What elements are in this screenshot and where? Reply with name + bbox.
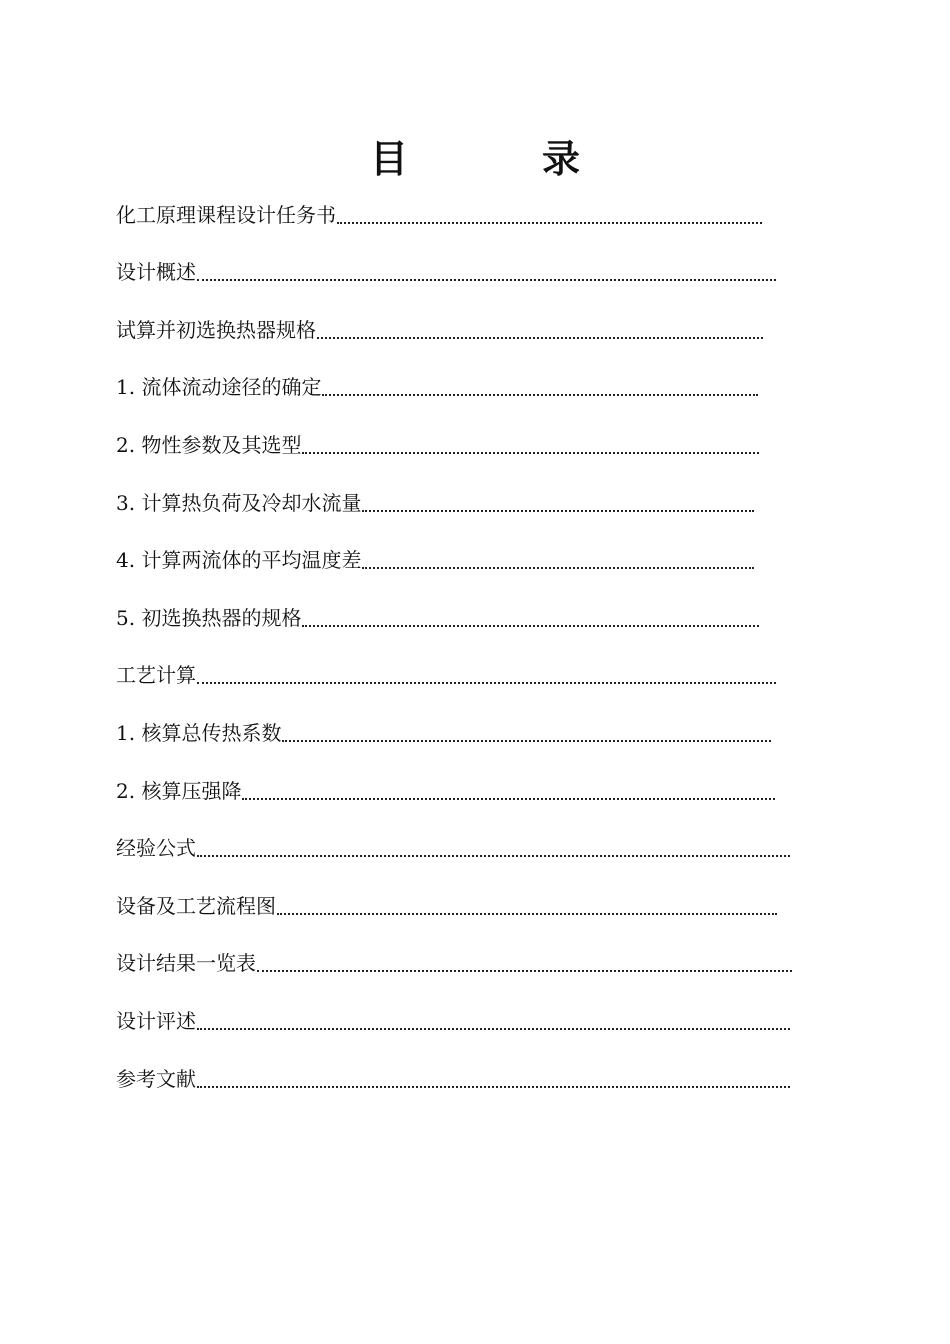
toc-entry-label: 化工原理课程设计任务书	[116, 202, 336, 227]
dot-leader	[322, 394, 758, 396]
toc-entry[interactable]	[116, 1060, 816, 1118]
dot-leader	[197, 1028, 790, 1030]
table-of-contents	[116, 196, 816, 1118]
toc-entry[interactable]	[116, 254, 816, 312]
dot-leader	[337, 222, 762, 224]
toc-entry-label: 2. 核算压强降	[116, 778, 242, 803]
toc-entry-label: 1. 流体流动途径的确定	[116, 375, 322, 400]
toc-entry-label: 设备及工艺流程图	[116, 893, 276, 918]
toc-entry-label: 参考文献	[116, 1066, 196, 1091]
toc-entry[interactable]	[116, 196, 816, 254]
toc-entry-label: 试算并初选换热器规格	[116, 317, 316, 342]
toc-entry-label: 4. 计算两流体的平均温度差	[116, 548, 362, 573]
dot-leader	[277, 913, 777, 915]
dot-leader	[257, 970, 792, 972]
toc-entry[interactable]	[116, 1002, 816, 1060]
toc-entry[interactable]	[116, 657, 816, 715]
toc-entry[interactable]	[116, 426, 816, 484]
toc-entry-label: 设计概述	[116, 260, 196, 285]
toc-entry-label: 设计结果一览表	[116, 951, 256, 976]
dot-leader	[197, 855, 790, 857]
dot-leader	[302, 452, 759, 454]
toc-entry[interactable]	[116, 599, 816, 657]
dot-leader	[362, 567, 754, 569]
dot-leader	[197, 1086, 790, 1088]
toc-entry[interactable]	[116, 887, 816, 945]
dot-leader	[317, 337, 763, 339]
toc-entry[interactable]	[116, 311, 816, 369]
toc-entry-label: 工艺计算	[116, 663, 196, 688]
toc-entry[interactable]	[116, 714, 816, 772]
toc-entry-label: 1. 核算总传热系数	[116, 720, 282, 745]
dot-leader	[242, 798, 775, 800]
toc-entry[interactable]	[116, 542, 816, 600]
dot-leader	[197, 279, 776, 281]
toc-entry-label: 经验公式	[116, 836, 196, 861]
page-title: 目 录	[369, 137, 628, 181]
toc-entry-label: 设计评述	[116, 1008, 196, 1033]
toc-entry[interactable]	[116, 830, 816, 888]
toc-entry[interactable]	[116, 484, 816, 542]
toc-entry-label: 5. 初选换热器的规格	[116, 605, 302, 630]
dot-leader	[302, 625, 759, 627]
toc-entry-label: 3. 计算热负荷及冷却水流量	[116, 490, 362, 515]
dot-leader	[362, 510, 754, 512]
toc-entry[interactable]	[116, 772, 816, 830]
toc-entry-label: 2. 物性参数及其选型	[116, 432, 302, 457]
dot-leader	[197, 682, 776, 684]
toc-entry[interactable]	[116, 369, 816, 427]
toc-entry[interactable]	[116, 945, 816, 1003]
dot-leader	[282, 740, 771, 742]
